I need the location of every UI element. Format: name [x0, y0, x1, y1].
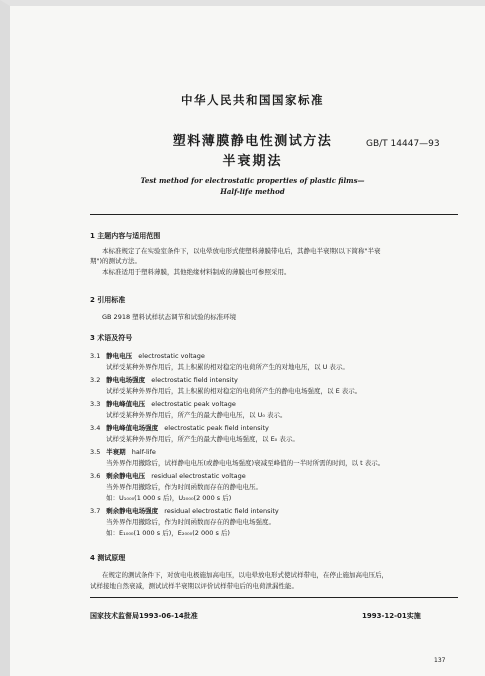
term-3-5-en: half-life: [131, 448, 156, 456]
top-divider: [90, 214, 458, 215]
term-3-5-number: 3.5: [90, 448, 101, 456]
term-3-7: [90, 507, 460, 516]
national-standard-heading: 中华人民共和国国家标准: [181, 93, 324, 107]
section-4-title: 4 测试原理: [90, 554, 126, 562]
term-3-2-en: electrostatic field intensity: [151, 376, 238, 384]
term-3-3-en: electrostatic peak voltage: [151, 400, 236, 408]
term-3-3-definition: 试样受某种外界作用后，所产生的最大静电电压，以 U₀ 表示。: [106, 411, 287, 419]
term-3-2-definition: 试样受某种外界作用后，其上积累的相对稳定的电荷所产生的静电电场强度，以 E 表示。: [106, 387, 362, 395]
section-1-para-1b: 期")的测试方法。: [90, 257, 142, 265]
term-3-6-definition: 当外界作用撤除后，作为时间函数而存在的静电电压。: [106, 483, 262, 491]
term-3-6-zh: 剩余静电电压: [106, 472, 146, 480]
bottom-divider: [90, 597, 458, 598]
section-4-para-a: 在规定的测试条件下，对放电电极施加高电压，以电晕放电形式使试样带电，在停止施加高电压后，: [102, 571, 388, 579]
term-3-1-en: electrostatic voltage: [138, 352, 205, 360]
approval-info: 国家技术监督局1993-06-14批准: [90, 612, 198, 620]
term-3-2: [90, 376, 460, 385]
term-3-7-en: residual electrostatic field intensity: [164, 507, 279, 515]
term-3-4: [90, 424, 460, 433]
section-2-title: 2 引用标准: [90, 296, 126, 304]
term-3-7-number: 3.7: [90, 507, 101, 515]
term-3-7-zh: 剩余静电电场强度: [106, 507, 159, 515]
term-3-6-en: residual electrostatic voltage: [151, 472, 246, 480]
term-3-7-definition: 当外界作用撤除后，作为时间函数而存在的静电电场强度。: [106, 518, 275, 526]
section-1-title: 1 主题内容与适用范围: [90, 232, 161, 240]
implementation-date: 1993-12-01实施: [362, 612, 421, 620]
title-line-1: 塑料薄膜静电性测试方法: [172, 134, 333, 149]
section-1-para-1a: 本标准规定了在实验室条件下，以电晕放电形式使塑料薄膜带电后，其静电半衰期(以下简称"半衰: [102, 247, 381, 255]
english-title-line-1: Test method for electrostatic properties of plastic films—: [140, 176, 365, 185]
section-2-reference: GB 2918 塑料试样状态调节和试验的标准环境: [102, 313, 237, 321]
term-3-4-definition: 试样受某种外界作用后，所产生的最大静电电场强度，以 E₀ 表示。: [106, 435, 299, 443]
term-3-2-zh: 静电电场强度: [106, 376, 146, 384]
term-3-7-example: 如：E₁₀₀₀(1 000 s 后)，E₂₀₀₀(2 000 s 后): [106, 529, 230, 537]
term-3-1: [90, 352, 460, 361]
section-1-para-2: 本标准适用于塑料薄膜，其他绝缘材料制成的薄膜也可参照采用。: [102, 268, 291, 276]
term-3-4-number: 3.4: [90, 424, 101, 432]
section-3-title: 3 术语及符号: [90, 334, 133, 342]
term-3-6: [90, 472, 460, 481]
term-3-4-en: electrostatic peak field intensity: [164, 424, 269, 432]
title-line-2: 半衰期法: [222, 154, 283, 169]
term-3-1-zh: 静电电压: [106, 352, 133, 360]
term-3-3: [90, 400, 460, 409]
english-title-line-2: Half-life method: [220, 187, 285, 196]
term-3-3-number: 3.3: [90, 400, 101, 408]
term-3-5-zh: 半衰期: [106, 448, 126, 456]
term-3-4-zh: 静电峰值电场强度: [106, 424, 159, 432]
term-3-5: [90, 448, 460, 457]
term-3-1-definition: 试样受某种外界作用后，其上积累的相对稳定的电荷所产生的对地电压，以 U 表示。: [106, 363, 349, 371]
page-number: 137: [434, 657, 446, 664]
term-3-2-number: 3.2: [90, 376, 101, 384]
term-3-5-definition: 当外界作用撤除后，试样静电电压(或静电电场强度)衰减至峰值的一半时所需的时间，以 t 表示。: [106, 459, 385, 467]
section-4-para-b: 试样接地自然衰减，测试试样半衰期以评价试样带电后的电荷泄漏性能。: [90, 582, 298, 590]
term-3-1-number: 3.1: [90, 352, 101, 360]
term-3-6-number: 3.6: [90, 472, 101, 480]
term-3-6-example: 如：U₁₀₀₀(1 000 s 后)，U₂₀₀₀(2 000 s 后): [106, 494, 232, 502]
term-3-3-zh: 静电峰值电压: [106, 400, 146, 408]
standard-code: GB/T 14447—93: [366, 139, 440, 149]
